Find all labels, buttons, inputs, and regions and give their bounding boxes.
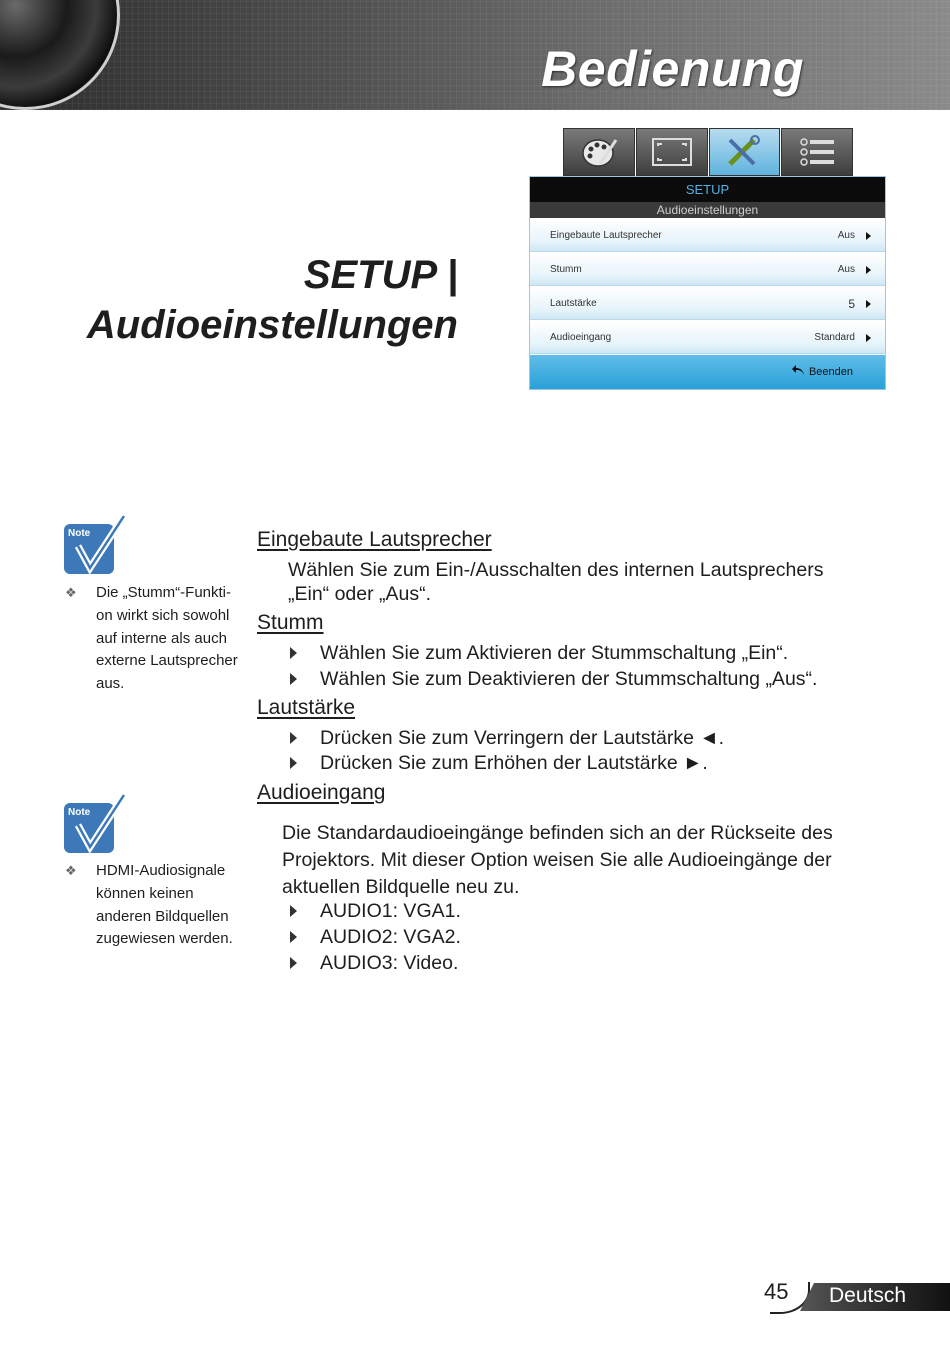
paragraph-line: Wählen Sie zum Ein-/Ausschalten des internen Lautsprechers [288,559,824,581]
language-label: Deutsch [829,1284,907,1307]
osd-menu [529,176,886,390]
osd-row-label: Stumm [550,264,582,275]
diamond-bullet-icon: ❖ [65,863,77,878]
note-line: HDMI-Audiosignale [96,862,226,879]
display-tab[interactable] [636,128,708,176]
bullet-item: AUDIO2: VGA2. [320,926,461,948]
osd-subtitle: Audioeinstellungen [530,202,885,218]
bullet-arrow-icon [290,757,297,769]
setup-tab[interactable] [709,128,781,176]
bullet-arrow-icon [290,732,297,744]
osd-row-value: Aus [837,264,855,275]
osd-row-stumm[interactable] [530,254,885,286]
bullet-arrow-icon [290,905,297,917]
osd-row-lautsprecher[interactable] [530,220,885,252]
header-banner [0,0,950,110]
arrow-right-icon [866,266,871,274]
arrow-right-icon [866,334,871,342]
note-line: Die „Stumm“-Funkti- [96,584,232,601]
bullet-arrow-icon [290,931,297,943]
osd-row-label: Audioeingang [550,332,612,343]
note-icon [62,514,128,576]
note-line: on wirkt sich sowohl [96,606,230,624]
osd-footer [530,355,885,389]
bullet-item: AUDIO1: VGA1. [320,900,461,922]
bullet-item: AUDIO3: Video. [320,952,459,974]
note-text [96,582,238,696]
osd-title: SETUP [530,177,885,202]
bullet-item: Wählen Sie zum Deaktivieren der Stummschaltung „Aus“. [320,668,818,690]
bullet-item: Drücken Sie zum Verringern der Lautstärke ◄. [320,727,725,749]
note-line: anderen Bildquellen [96,907,229,925]
back-arrow-icon [791,364,805,376]
image-tab[interactable] [563,128,635,176]
chapter-title: Bedienung [541,41,804,97]
bullet-arrow-icon [290,673,297,685]
paragraph-lautsprecher [288,558,823,606]
heading-stumm: Stumm [257,611,324,634]
bullet-arrow-icon [290,957,297,969]
arrow-right-icon [866,232,871,240]
svg-text:Note: Note [68,528,91,539]
osd-row-lautstaerke[interactable] [530,288,885,320]
paragraph-line: aktuellen Bildquelle neu zu. [282,876,520,898]
bullet-item: Wählen Sie zum Aktivieren der Stummschaltung „Ein“. [320,642,789,664]
note-line: zugewiesen werden. [96,930,233,948]
image-tab-icon [576,134,622,170]
osd-row-audioeingang[interactable] [530,322,885,354]
page-title-line2: Audioeinstellungen [86,303,458,347]
osd-row-value: Standard [814,332,855,343]
setup-tab-icon [721,134,767,170]
note-line: externe Lautsprecher [96,652,238,670]
options-tab-icon [794,134,840,170]
paragraph-line: Die Standardaudioeingänge befinden sich an der Rückseite des [282,822,833,844]
paragraph-audioeingang [282,820,833,901]
page-title-line1: SETUP | [303,253,458,297]
osd-row-label: Eingebaute Lautsprecher [550,230,662,241]
page-title [87,250,458,350]
heading-lautstaerke: Lautstärke [257,696,356,719]
lens-graphic [0,0,120,110]
bullet-arrow-icon [290,647,297,659]
osd-tab-bar [563,128,854,176]
options-tab[interactable] [781,128,853,176]
heading-audioeingang: Audioeingang [257,781,386,804]
osd-row-value: 5 [848,297,855,311]
note-icon [62,793,128,855]
arrow-right-icon [866,300,871,308]
heading-lautsprecher: Eingebaute Lautsprecher [257,528,492,551]
display-tab-icon [649,134,695,170]
paragraph-line: „Ein“ oder „Aus“. [288,583,432,605]
page-number: 45 [764,1279,789,1304]
osd-row-value: Aus [837,230,855,241]
paragraph-line: Projektors. Mit dieser Option weisen Sie alle Audioeingänge der [282,849,832,871]
exit-button[interactable]: Beenden [808,366,853,378]
note-text [96,860,233,951]
note-line: auf interne als auch [96,629,227,647]
svg-text:Note: Note [68,807,91,818]
bullet-item: Drücken Sie zum Erhöhen der Lautstärke ►. [320,752,708,774]
osd-row-label: Lautstärke [550,298,597,309]
note-line: können keinen [96,884,194,902]
note-line: aus. [96,675,125,693]
diamond-bullet-icon: ❖ [65,585,77,600]
